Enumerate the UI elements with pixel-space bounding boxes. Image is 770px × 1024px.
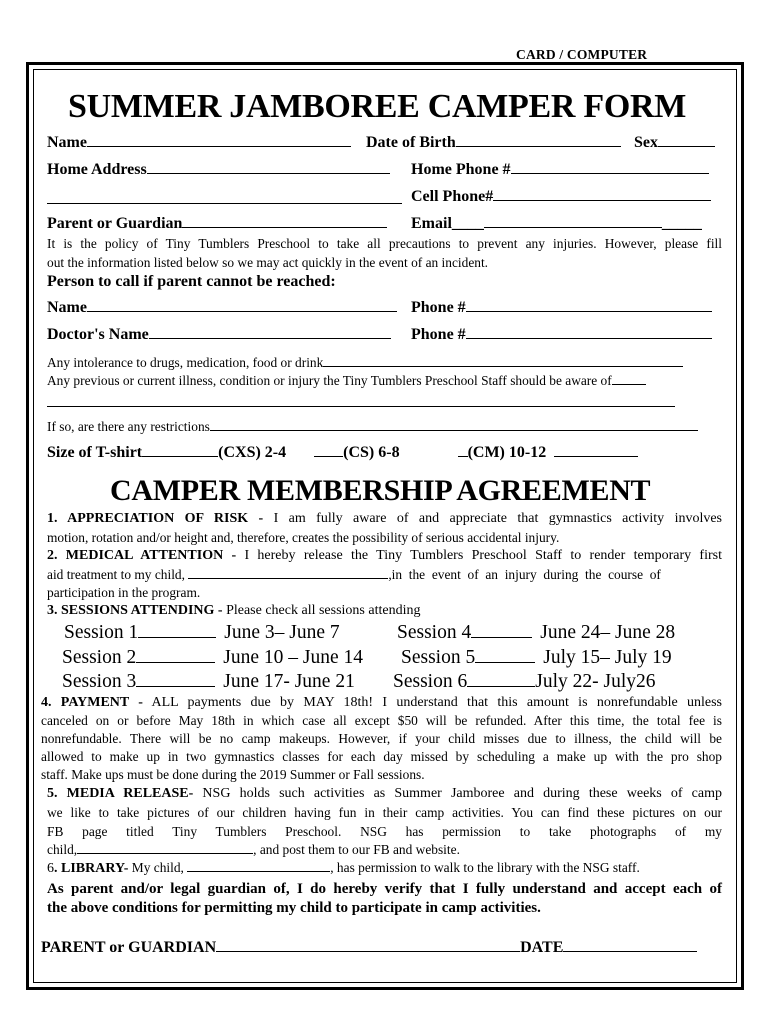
doctor-field[interactable] (149, 337, 391, 339)
session-3-check[interactable] (136, 685, 215, 687)
section-5-line-4: child, , and post them to our FB and website. (47, 842, 460, 857)
tshirt-xs-label: (CXS) 2-4 (218, 444, 287, 461)
address-row (47, 161, 390, 179)
tshirt-xs-box[interactable] (142, 455, 218, 457)
section-2-heading: 2. MEDICAL ATTENTION - (47, 548, 237, 563)
session-2: Session 2 June 10 – June 14 (62, 647, 363, 668)
contact-name-label: Name (47, 299, 87, 316)
doctor-phone-row (411, 326, 712, 344)
agreement-title: CAMPER MEMBERSHIP AGREEMENT (110, 474, 651, 507)
signature-row (41, 939, 697, 957)
session-1: Session 1 June 3– June 7 (64, 622, 340, 643)
section-6-line: 6. LIBRARY- My child, , has permission to walk to the library with the NSG staff. (47, 860, 640, 876)
email-row: Email____ _____ (411, 215, 702, 232)
doctor-label: Doctor's Name (47, 326, 149, 343)
restrictions-field[interactable] (210, 429, 698, 431)
section-1-line-2: motion, rotation and/or height and, therefore, creates the possibility of serious accidental injury. (47, 530, 560, 545)
section-6-heading: . LIBRARY- (54, 861, 129, 876)
section-4-line-5: staff. Make ups must be done during the 2019 Summer or Fall sessions. (41, 767, 425, 782)
section-4-line-1: 4. PAYMENT - ALL payments due by MAY 18th! I understand that this amount is nonrefundable unless (41, 695, 722, 710)
doctor-phone-field[interactable] (466, 337, 712, 339)
session-4-check[interactable] (471, 636, 532, 638)
section-1-heading: 1. APPRECIATION OF RISK - (47, 511, 264, 526)
section-4-line-2: canceled on or before May 18th in which case all except $50 will be refunded. After this time, the total fee is (41, 713, 722, 728)
cell-phone-field[interactable] (493, 199, 711, 201)
intolerance-label: Any intolerance to drugs, medication, food or drink (47, 355, 324, 370)
restrictions-row (47, 419, 698, 435)
policy-line-1: It is the policy of Tiny Tumblers Preschool to take all precautions to prevent any injuries. However, please fill (47, 236, 722, 251)
contact-phone-label: Phone # (411, 299, 466, 316)
contact-heading: Person to call if parent cannot be reached: (47, 273, 336, 290)
dob-field[interactable] (456, 145, 621, 147)
tshirt-s-label: (CS) 6-8 (343, 444, 400, 461)
tshirt-label: Size of T-shirt (47, 444, 143, 461)
parent-label: Parent or Guardian (47, 215, 183, 232)
library-child-field[interactable] (187, 870, 330, 872)
cell-phone-row (411, 188, 711, 206)
signature-label: PARENT or GUARDIAN (41, 939, 217, 956)
intolerance-row (47, 355, 683, 371)
restrictions-label: If so, are there any restrictions (47, 419, 210, 434)
session-5-check[interactable] (475, 661, 535, 663)
section-5-line-3: FB page titled Tiny Tumblers Preschool. NSG has permission to take photographs of my (47, 824, 722, 839)
illness-field-2[interactable] (47, 406, 675, 407)
tshirt-s-box[interactable] (314, 455, 343, 457)
address-field-2[interactable] (47, 203, 402, 204)
section-2-line-1: 2. MEDICAL ATTENTION - I hereby release the Tiny Tumblers Preschool Staff to render temporary first (47, 548, 722, 563)
email-field[interactable] (484, 226, 662, 228)
date-label: DATE (520, 939, 564, 956)
child-name-field[interactable] (188, 577, 388, 579)
contact-name-row (47, 299, 397, 317)
session-1-check[interactable] (138, 636, 216, 638)
policy-line-2: out the information listed below so we may act quickly in the event of an incident. (47, 255, 489, 270)
session-2-check[interactable] (136, 661, 215, 663)
cell-phone-label: Cell Phone# (411, 188, 494, 205)
name-field[interactable] (87, 145, 351, 147)
section-4-line-4: allowed to make up in two gymnastics classes for each day missed by scheduling a make up with the pro shop (41, 749, 722, 764)
section-5-heading: 5. MEDIA RELEASE- (47, 786, 194, 801)
section-1-line-1: 1. APPRECIATION OF RISK - I am fully aware of and appreciate that gymnastics activity involves (47, 511, 723, 526)
session-5: Session 5 July 15– July 19 (401, 647, 672, 668)
tshirt-m-field[interactable] (554, 455, 638, 457)
sex-field[interactable] (658, 145, 715, 147)
email-label: Email (411, 215, 452, 232)
date-field[interactable] (563, 950, 697, 952)
section-4-line-3: nonrefundable. There will be no camp makeups. However, if your child misses due to illness, the child will be (41, 731, 722, 746)
tshirt-m-label: (CM) 10-12 (467, 444, 547, 461)
address-field[interactable] (147, 172, 390, 174)
session-6-check[interactable] (467, 685, 535, 687)
session-6: Session 6 July 22- July26 (393, 671, 656, 692)
verify-line-2: the above conditions for permitting my child to participate in camp activities. (47, 900, 541, 916)
corner-label: CARD / COMPUTER (516, 48, 699, 63)
section-3-heading: 3. SESSIONS ATTENDING - (47, 603, 223, 618)
name-row (47, 134, 351, 152)
home-phone-row (411, 161, 709, 179)
home-phone-label: Home Phone # (411, 161, 511, 178)
signature-field[interactable] (216, 950, 520, 952)
doctor-row (47, 326, 391, 344)
sex-row (634, 134, 715, 152)
verify-line-1: As parent and/or legal guardian of, I do hereby verify that I fully understand and accept each of (47, 881, 722, 897)
session-3: Session 3 June 17- June 21 (62, 671, 355, 692)
section-5-line-1: 5. MEDIA RELEASE- NSG holds such activities as Summer Jamboree and during these weeks of camp (47, 786, 723, 801)
parent-row (47, 215, 387, 233)
section-5-line-2: we like to take pictures of our children having fun in their camp activities. You can find these pictures on our (47, 805, 722, 820)
illness-row (47, 373, 646, 389)
intolerance-field[interactable] (323, 365, 683, 367)
dob-label: Date of Birth (366, 134, 456, 151)
illness-field[interactable] (612, 383, 646, 385)
tshirt-row (47, 444, 638, 462)
tshirt-m-box[interactable] (458, 455, 468, 457)
section-2-line-2: aid treatment to my child, ,in the event of an injury during the course of (47, 567, 661, 582)
contact-name-field[interactable] (87, 310, 397, 312)
session-4: Session 4 June 24– June 28 (397, 622, 676, 643)
address-label: Home Address (47, 161, 147, 178)
parent-field[interactable] (182, 226, 387, 228)
home-phone-field[interactable] (511, 172, 709, 174)
contact-phone-row (411, 299, 712, 317)
contact-phone-field[interactable] (466, 310, 712, 312)
dob-row (366, 134, 621, 152)
section-2-line-3: participation in the program. (47, 585, 201, 600)
section-3-line: 3. SESSIONS ATTENDING - Please check all sessions attending (47, 603, 421, 618)
section-6-number: 6 (47, 861, 54, 876)
doctor-phone-label: Phone # (411, 326, 466, 343)
section-4-heading: 4. PAYMENT - (41, 695, 143, 710)
name-label: Name (47, 134, 87, 151)
sex-label: Sex (634, 134, 658, 151)
media-child-field[interactable] (77, 852, 253, 854)
illness-label: Any previous or current illness, condition or injury the Tiny Tumblers Preschool Staff should be aware of (47, 373, 612, 388)
form-title: SUMMER JAMBOREE CAMPER FORM (68, 88, 687, 125)
